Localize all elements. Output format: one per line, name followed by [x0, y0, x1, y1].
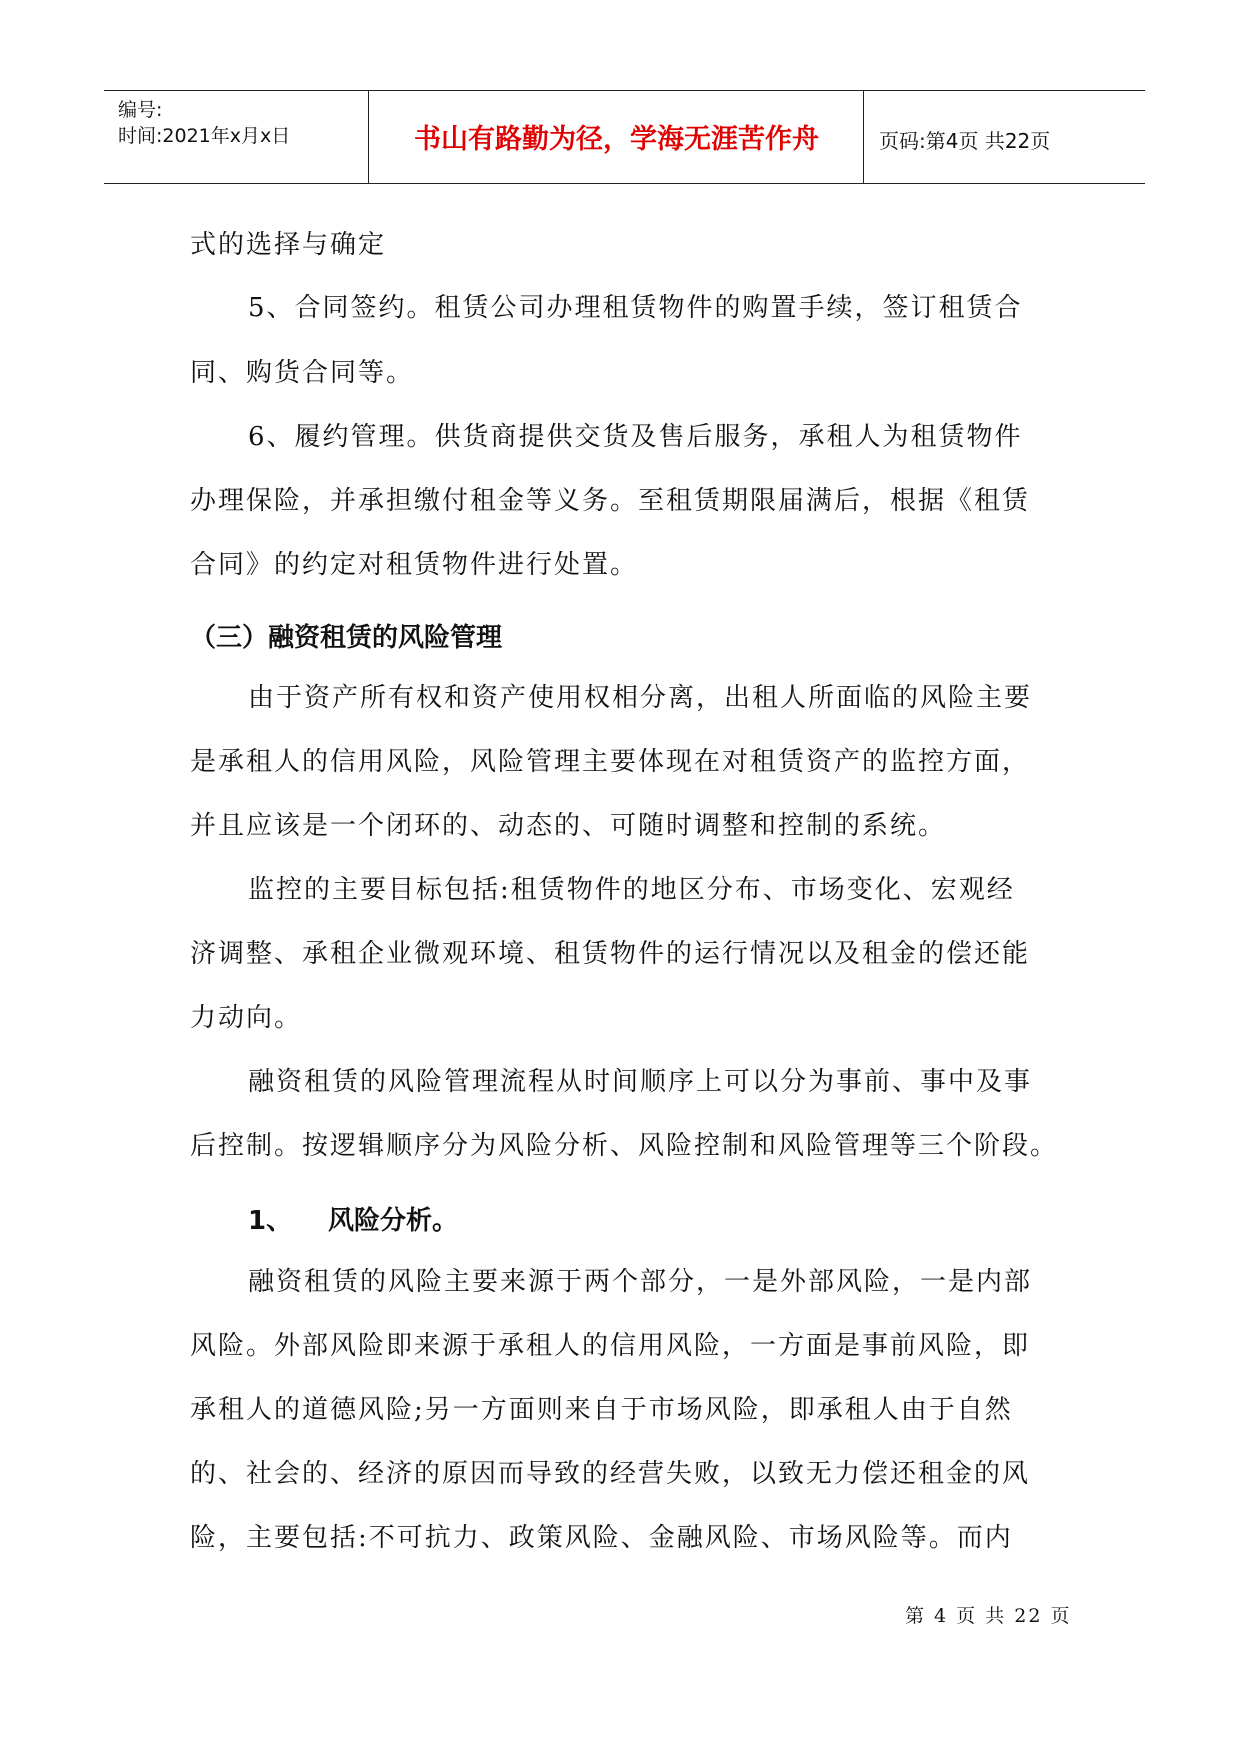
- subsection-title: 风险分析。: [328, 1206, 459, 1236]
- body-line: 融资租赁的风险管理流程从时间顺序上可以分为事前、事中及事: [248, 1067, 1033, 1097]
- page-footer: 第 4 页 共 22 页: [905, 1605, 1072, 1627]
- body-line: 后控制。按逻辑顺序分为风险分析、风险控制和风险管理等三个阶段。: [190, 1131, 1059, 1161]
- time-label: 时间:2021年x月x日: [118, 125, 291, 147]
- body-line: 合同》的约定对租赁物件进行处置。: [190, 550, 639, 580]
- body-line: 6、履约管理。供货商提供交货及售后服务，承租人为租赁物件: [248, 422, 1023, 452]
- body-line: 是承租人的信用风险，风险管理主要体现在对租赁资产的监控方面，: [190, 747, 1031, 777]
- subsection-number: 1、: [248, 1206, 293, 1236]
- body-line: 济调整、承租企业微观环境、租赁物件的运行情况以及租金的偿还能: [190, 939, 1031, 969]
- header-right-cell: [865, 91, 1145, 183]
- header-left-cell: [104, 91, 369, 183]
- number-label: 编号:: [118, 99, 163, 121]
- header-table: [104, 90, 1145, 184]
- body-line: 承租人的道德风险;另一方面则来自于市场风险，即承租人由于自然: [190, 1395, 1013, 1425]
- header-middle-cell: [370, 91, 864, 183]
- body-line: 由于资产所有权和资产使用权相分离，出租人所面临的风险主要: [248, 683, 1033, 713]
- motto: 书山有路勤为径，学海无涯苦作舟: [414, 124, 819, 155]
- body-line: 同、购货合同等。: [190, 358, 415, 388]
- body-line: 式的选择与确定: [190, 230, 387, 260]
- page-info: 页码:第4页 共22页: [879, 129, 1051, 153]
- body-line: 5、合同签约。租赁公司办理租赁物件的购置手续，签订租赁合: [248, 293, 1023, 323]
- body-line: 风险。外部风险即来源于承租人的信用风险，一方面是事前风险，即: [190, 1331, 1031, 1361]
- body-line: 力动向。: [190, 1003, 303, 1033]
- subsection-heading: [248, 1200, 458, 1237]
- section-heading: （三）融资租赁的风险管理: [190, 623, 503, 653]
- body-line: 融资租赁的风险主要来源于两个部分，一是外部风险，一是内部: [248, 1267, 1033, 1297]
- body-line: 并且应该是一个闭环的、动态的、可随时调整和控制的系统。: [190, 811, 947, 841]
- body-line: 监控的主要目标包括:租赁物件的地区分布、市场变化、宏观经: [248, 875, 1015, 905]
- body-line: 办理保险，并承担缴付租金等义务。至租赁期限届满后，根据《租赁: [190, 486, 1031, 516]
- body-line: 的、社会的、经济的原因而导致的经营失败，以致无力偿还租金的风: [190, 1459, 1031, 1489]
- body-line: 险，主要包括:不可抗力、政策风险、金融风险、市场风险等。而内: [190, 1523, 1013, 1553]
